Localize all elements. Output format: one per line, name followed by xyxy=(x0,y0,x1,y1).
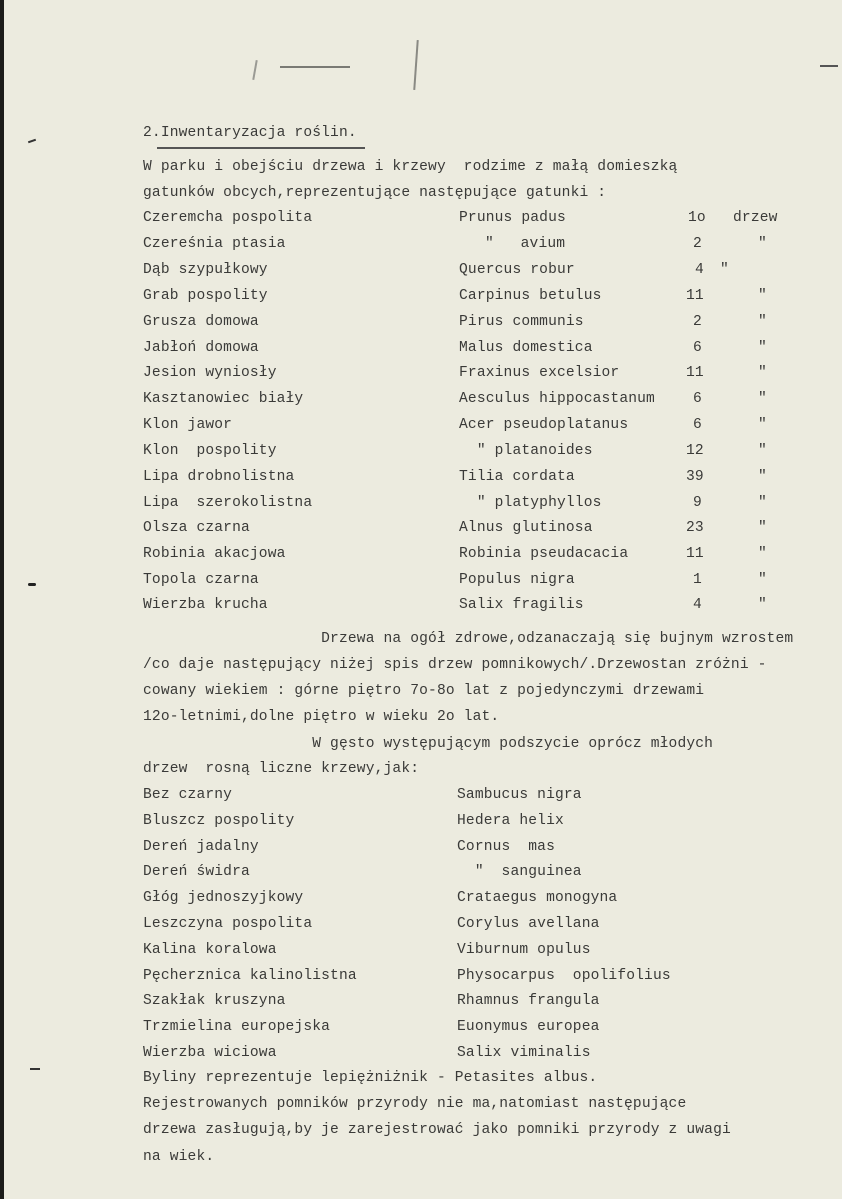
latin-name: Corylus avellana xyxy=(457,916,600,932)
unit: " xyxy=(758,572,767,588)
count: 39 xyxy=(686,469,704,485)
latin-name: Rhamnus frangula xyxy=(457,993,600,1009)
table-row xyxy=(0,863,842,881)
paragraph-line: /co daje następujący niżej spis drzew pomnikowych/.Drzewostan zróżni - xyxy=(143,657,767,673)
paragraph-line: Drzewa na ogół zdrowe,odzanaczają się bujnym wzrostem xyxy=(143,631,794,647)
unit: " xyxy=(758,391,767,407)
heading-underline xyxy=(157,147,365,149)
polish-name: Wierzba krucha xyxy=(143,597,268,613)
count: 1 xyxy=(693,572,702,588)
polish-name: Wierzba wiciowa xyxy=(143,1045,277,1061)
count: 4 xyxy=(693,597,702,613)
count: 11 xyxy=(686,365,704,381)
unit: " xyxy=(758,546,767,562)
polish-name: Leszczyna pospolita xyxy=(143,916,313,932)
latin-name: " avium xyxy=(485,236,566,252)
polish-name: Dereń jadalny xyxy=(143,839,259,855)
polish-name: Szakłak kruszyna xyxy=(143,993,286,1009)
margin-mark xyxy=(30,1068,40,1070)
table-row xyxy=(0,838,842,856)
count: 6 xyxy=(693,417,702,433)
latin-name: " sanguinea xyxy=(457,864,582,880)
polish-name: Trzmielina europejska xyxy=(143,1019,331,1035)
table-row xyxy=(0,339,842,357)
polish-name: Pęcherznica kalinolistna xyxy=(143,968,357,984)
table-row xyxy=(0,416,842,434)
table-row xyxy=(0,494,842,512)
polish-name: Grusza domowa xyxy=(143,314,259,330)
unit: " xyxy=(758,314,767,330)
unit: " xyxy=(758,443,767,459)
table-row xyxy=(0,941,842,959)
latin-name: Physocarpus opolifolius xyxy=(457,968,671,984)
latin-name: Hedera helix xyxy=(457,813,564,829)
table-row xyxy=(0,442,842,460)
polish-name: Czeremcha pospolita xyxy=(143,210,313,226)
polish-name: Robinia akacjowa xyxy=(143,546,286,562)
polish-name: Olsza czarna xyxy=(143,520,250,536)
latin-name: Salix fragilis xyxy=(459,597,584,613)
unit: " xyxy=(720,262,729,278)
latin-name: Alnus glutinosa xyxy=(459,520,593,536)
polish-name: Jabłoń domowa xyxy=(143,340,259,356)
count: 2 xyxy=(693,236,702,252)
unit: " xyxy=(758,236,767,252)
polish-name: Lipa drobnolistna xyxy=(143,469,295,485)
margin-mark xyxy=(28,139,36,144)
count: 12 xyxy=(686,443,704,459)
unit: " xyxy=(758,288,767,304)
latin-name: Aesculus hippocastanum xyxy=(459,391,655,407)
table-row xyxy=(0,596,842,614)
unit: " xyxy=(758,417,767,433)
count: 6 xyxy=(693,340,702,356)
count: 6 xyxy=(693,391,702,407)
polish-name: Grab pospolity xyxy=(143,288,268,304)
table-row xyxy=(0,313,842,331)
table-row xyxy=(0,992,842,1010)
latin-name: Cornus mas xyxy=(457,839,555,855)
latin-name: Prunus padus xyxy=(459,210,566,226)
polish-name: Bez czarny xyxy=(143,787,233,803)
paragraph-line: 12o-letnimi,dolne piętro w wieku 2o lat. xyxy=(143,709,500,725)
latin-name: Crataegus monogyna xyxy=(457,890,618,906)
count: 1o xyxy=(688,210,706,226)
latin-name: Populus nigra xyxy=(459,572,575,588)
table-row xyxy=(0,261,842,279)
polish-name: Dereń świdra xyxy=(143,864,250,880)
unit: " xyxy=(758,597,767,613)
closing-line: Rejestrowanych pomników przyrody nie ma,natomiast następujące xyxy=(143,1096,687,1112)
closing-line: na wiek. xyxy=(143,1149,215,1165)
closing-line: Byliny reprezentuje lepiężniżnik - Petasites albus. xyxy=(143,1070,598,1086)
latin-name: " platanoides xyxy=(459,443,593,459)
table-row xyxy=(0,812,842,830)
table-row xyxy=(0,235,842,253)
table-row xyxy=(0,545,842,563)
table-row xyxy=(0,915,842,933)
polish-name: Dąb szypułkowy xyxy=(143,262,268,278)
latin-name: Viburnum opulus xyxy=(457,942,591,958)
table-row xyxy=(0,1044,842,1062)
unit: " xyxy=(758,340,767,356)
table-row xyxy=(0,967,842,985)
count: 23 xyxy=(686,520,704,536)
pencil-mark xyxy=(280,66,350,68)
table-row xyxy=(0,571,842,589)
paragraph-line: drzew rosną liczne krzewy,jak: xyxy=(143,761,420,777)
polish-name: Głóg jednoszyjkowy xyxy=(143,890,304,906)
count: 2 xyxy=(693,314,702,330)
table-row xyxy=(0,390,842,408)
latin-name: " platyphyllos xyxy=(459,495,602,511)
count: 11 xyxy=(686,546,704,562)
polish-name: Kalina koralowa xyxy=(143,942,277,958)
table-row xyxy=(0,364,842,382)
intro-line: W parku i obejściu drzewa i krzewy rodzime z małą domieszką xyxy=(143,159,678,175)
table-row xyxy=(0,468,842,486)
table-row xyxy=(0,519,842,537)
latin-name: Salix viminalis xyxy=(457,1045,591,1061)
paragraph-line: W gęsto występującym podszycie oprócz młodych xyxy=(143,736,714,752)
polish-name: Klon jawor xyxy=(143,417,233,433)
table-row xyxy=(0,287,842,305)
latin-name: Acer pseudoplatanus xyxy=(459,417,629,433)
polish-name: Czereśnia ptasia xyxy=(143,236,286,252)
polish-name: Bluszcz pospolity xyxy=(143,813,295,829)
latin-name: Robinia pseudacacia xyxy=(459,546,629,562)
unit: " xyxy=(758,469,767,485)
latin-name: Quercus robur xyxy=(459,262,575,278)
latin-name: Malus domestica xyxy=(459,340,593,356)
polish-name: Klon pospolity xyxy=(143,443,277,459)
polish-name: Topola czarna xyxy=(143,572,259,588)
paragraph-line: cowany wiekiem : górne piętro 7o-8o lat z pojedynczymi drzewami xyxy=(143,683,705,699)
table-row xyxy=(0,209,842,227)
pencil-mark xyxy=(252,60,257,80)
unit: " xyxy=(758,365,767,381)
count: 11 xyxy=(686,288,704,304)
intro-line: gatunków obcych,reprezentujące następujące gatunki : xyxy=(143,185,607,201)
latin-name: Euonymus europea xyxy=(457,1019,600,1035)
section-heading: 2.Inwentaryzacja roślin. xyxy=(143,125,357,141)
polish-name: Lipa szerokolistna xyxy=(143,495,313,511)
count: 4 xyxy=(695,262,704,278)
unit: " xyxy=(758,520,767,536)
polish-name: Jesion wyniosły xyxy=(143,365,277,381)
latin-name: Carpinus betulus xyxy=(459,288,602,304)
latin-name: Fraxinus excelsior xyxy=(459,365,620,381)
closing-line: drzewa zasługują,by je zarejestrować jako pomniki przyrody z uwagi xyxy=(143,1122,731,1138)
latin-name: Tilia cordata xyxy=(459,469,575,485)
table-row xyxy=(0,1018,842,1036)
pencil-mark xyxy=(413,40,418,90)
count: 9 xyxy=(693,495,702,511)
latin-name: Pirus communis xyxy=(459,314,584,330)
unit: drzew xyxy=(733,210,778,226)
unit: " xyxy=(758,495,767,511)
margin-mark xyxy=(820,65,838,67)
table-row xyxy=(0,889,842,907)
polish-name: Kasztanowiec biały xyxy=(143,391,304,407)
table-row xyxy=(0,786,842,804)
latin-name: Sambucus nigra xyxy=(457,787,582,803)
